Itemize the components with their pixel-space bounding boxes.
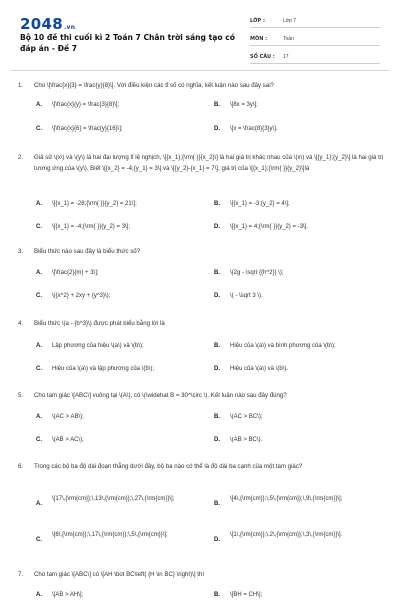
option-letter: C. <box>36 224 42 230</box>
option-text: \( - \sqrt 3 \). <box>230 293 263 299</box>
option-6b[interactable] <box>212 494 382 509</box>
option-text: \[\frac{2}{m} + 3\]; <box>52 270 99 276</box>
option-3c[interactable] <box>34 291 204 301</box>
option-text: \[\frac{x}{6} = \frac{y}{16}\]; <box>52 126 123 132</box>
info-val-mon: Toán <box>283 35 294 42</box>
option-text: \[{x_1} = -3;{y_2} = 4\]; <box>230 201 290 207</box>
option-text: \(AC > AB\); <box>52 414 84 420</box>
option-7a[interactable] <box>34 590 204 600</box>
option-7b[interactable] <box>212 590 382 600</box>
option-text: \[BH = CH\]; <box>230 592 263 598</box>
option-text: Hiệu của \(a\) và bình phương của \(b\); <box>230 343 336 349</box>
option-4a[interactable] <box>34 341 204 351</box>
option-4d[interactable] <box>212 364 382 374</box>
option-text: \[17\,{\rm{cm}};\,13\,{\rm{cm}};\,27\,{\rm{cm}}\]; <box>52 496 175 502</box>
question-text: Cho tam giác \[ABC\] có \[AH \bot BC\left( {H \in BC} \right)\] thì <box>34 571 205 578</box>
option-text: Lập phương của hiệu \(a\) và \(b\); <box>52 343 144 349</box>
option-letter: C. <box>36 437 42 443</box>
question-number: 2. <box>18 154 24 161</box>
option-text: \(AC > BC\); <box>230 414 263 420</box>
logo-sub-text: .vn <box>63 24 76 31</box>
option-text: \[1\,{\rm{cm}};\,2\,{\rm{cm}};\,3\,{\rm{cm}}\]. <box>230 532 343 538</box>
option-2b[interactable] <box>212 199 382 209</box>
option-4b[interactable] <box>212 341 382 351</box>
option-5d[interactable] <box>212 435 382 445</box>
site-logo[interactable] <box>20 15 75 33</box>
option-6d[interactable] <box>212 530 382 545</box>
option-letter: A. <box>36 414 42 420</box>
option-2d[interactable] <box>212 222 382 232</box>
question-number: 1. <box>18 82 24 89</box>
option-letter: A. <box>36 201 42 207</box>
option-letter: A. <box>36 592 42 598</box>
option-letter: D. <box>214 293 220 299</box>
info-key-lop: LỚP : <box>250 17 265 24</box>
option-letter: C. <box>36 537 42 543</box>
question-7 <box>18 569 388 580</box>
info-row-mon <box>250 32 380 46</box>
option-2c[interactable] <box>34 222 204 232</box>
option-text: \[x = \frac{8}{3}y\]. <box>230 126 278 132</box>
question-number: 3. <box>18 248 24 255</box>
option-text: \(AB > AC\); <box>52 437 84 443</box>
info-val-socau: 17 <box>283 53 289 60</box>
option-text: \({x^2} + 2xy + {y^3}\); <box>52 293 111 299</box>
question-text: Biểu thức nào sau đây là biểu thức số? <box>34 248 141 255</box>
option-text: \[6\,{\rm{cm}};\,17\,{\rm{cm}};\,5\,{\rm{cm}}\]; <box>52 532 168 538</box>
option-5b[interactable] <box>212 412 382 422</box>
question-number: 6. <box>18 463 24 470</box>
option-1d[interactable] <box>212 124 382 134</box>
option-text: \[{x_1} = 4;{\rm{ }}{y_2} = -3\]. <box>230 224 309 230</box>
info-key-mon: MÔN : <box>250 35 268 42</box>
option-letter: B. <box>214 201 220 207</box>
page-title: Bộ 10 đề thi cuối kì 2 Toán 7 Chân trời sáng tạo có đáp án - Đề 7 <box>20 33 235 53</box>
option-6c[interactable] <box>34 530 204 545</box>
option-text: \[{x_1} = -28;{\rm{ }}{y_2} = 21\]; <box>52 201 137 207</box>
option-letter: C. <box>36 293 42 299</box>
option-text: \[4\,{\rm{cm}};\,5\,{\rm{cm}};\,9\,{\rm{cm}}\]; <box>230 496 343 502</box>
option-letter: B. <box>214 501 220 507</box>
info-row-lop <box>250 14 380 28</box>
option-letter: A. <box>36 343 42 349</box>
option-1b[interactable] <box>212 100 382 110</box>
question-6 <box>18 461 388 472</box>
option-text: \[AB > AH\]; <box>52 592 84 598</box>
option-2a[interactable] <box>34 199 204 209</box>
option-letter: B. <box>214 343 220 349</box>
option-3b[interactable] <box>212 268 382 278</box>
option-4c[interactable] <box>34 364 204 374</box>
option-letter: B. <box>214 592 220 598</box>
option-text: \[\frac{x}{y} = \frac{3}{8}\]; <box>52 102 120 108</box>
option-letter: D. <box>214 126 220 132</box>
logo-main-text: 2048 <box>20 15 63 33</box>
option-text: Hiệu của \(a\) và lập phương của \(b\); <box>52 366 154 372</box>
question-text: Cho \[\frac{x}{3} = \frac{y}{8}\]. Với điều kiện các tỉ số có nghĩa, kết luận nào sau đây sai? <box>34 82 274 89</box>
question-4 <box>18 318 388 329</box>
question-text: Biểu thức \(a - {b^3}\) được phát biểu bằng lời là <box>34 320 165 327</box>
option-letter: A. <box>36 501 42 507</box>
info-row-socau <box>250 50 380 64</box>
option-1a[interactable] <box>34 100 204 110</box>
header-divider <box>10 70 390 71</box>
info-val-lop: Lớp 7 <box>283 17 297 24</box>
info-box <box>250 14 380 68</box>
option-1c[interactable] <box>34 124 204 134</box>
question-text: Trong các bộ ba độ dài đoạn thẳng dưới đây, bộ ba nào có thể là độ dài ba cạnh của một tam giác? <box>34 463 303 470</box>
option-text: \[{x_1} = -4;{\rm{ }}{y_2} = 3\]; <box>52 224 131 230</box>
option-letter: C. <box>36 366 42 372</box>
option-letter: A. <box>36 102 42 108</box>
option-letter: D. <box>214 366 220 372</box>
option-letter: B. <box>214 270 220 276</box>
question-text: Cho tam giác \[ABC\] vuông tại \(A\), có \(\widehat B = 30^\circ \). Kết luận nào sau đây đúng? <box>34 392 287 399</box>
option-text: \(2g - \sqrt {{h^2}} \); <box>230 270 284 276</box>
option-letter: D. <box>214 437 220 443</box>
option-3a[interactable] <box>34 268 204 278</box>
option-5c[interactable] <box>34 435 204 445</box>
info-key-socau: SỐ CÂU : <box>250 53 275 60</box>
question-2 <box>18 152 388 174</box>
question-number: 4. <box>18 320 24 327</box>
option-letter: C. <box>36 126 42 132</box>
question-text: Giả sử \(x\) và \(y\) là hai đại lượng tỉ lệ nghịch, \[{x_1};{\rm{ }}{x_2}\] là hai giá trị khác nhau của \(x\) và \[{y_1};{y_2}\] là hai giá trị tương ứng của \(y\). Biết \[{x_2} = -4;{y_1} = 3\] và \[{y_2}-{x_1} = 7\], giá trị của \[{x_1};{\rm{ }}{y_2}\]là <box>34 154 384 172</box>
option-text: \[8x = 3y\]; <box>230 102 258 108</box>
option-letter: B. <box>214 414 220 420</box>
option-3d[interactable] <box>212 291 382 301</box>
question-3 <box>18 246 388 257</box>
option-letter: D. <box>214 537 220 543</box>
option-5a[interactable] <box>34 412 204 422</box>
question-1 <box>18 80 388 91</box>
option-text: Hiệu của \(a\) và \(b\). <box>230 366 289 372</box>
option-letter: A. <box>36 270 42 276</box>
question-5 <box>18 390 388 401</box>
question-number: 5. <box>18 392 24 399</box>
option-text: \(AB > BC\). <box>230 437 263 443</box>
option-letter: D. <box>214 224 220 230</box>
question-number: 7. <box>18 571 24 578</box>
option-letter: B. <box>214 102 220 108</box>
option-6a[interactable] <box>34 494 204 509</box>
